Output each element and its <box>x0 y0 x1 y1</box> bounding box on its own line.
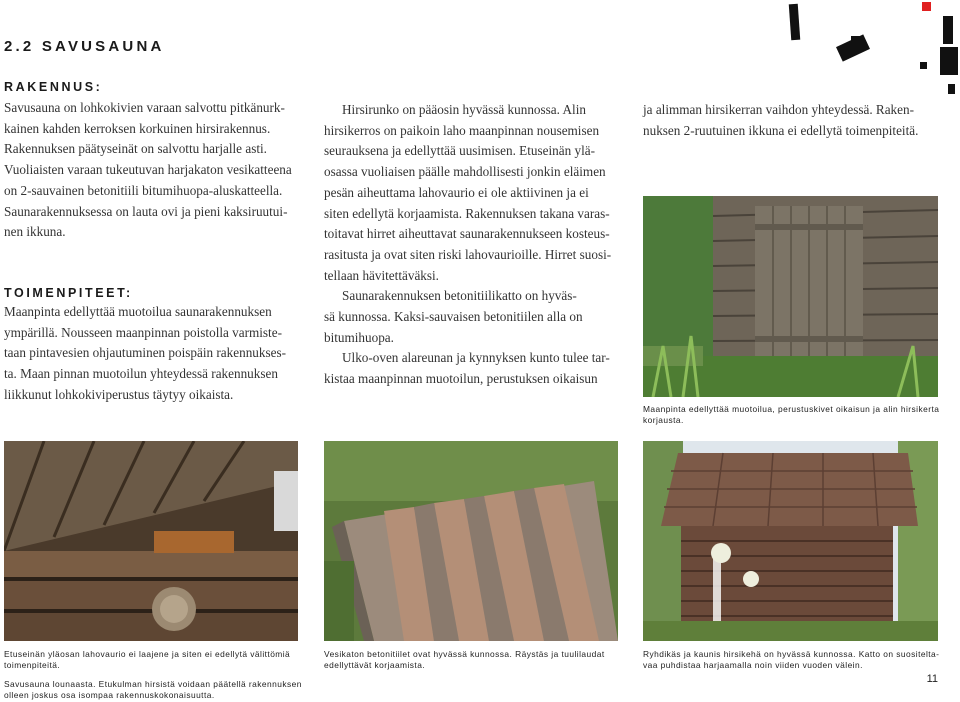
measures-heading: TOIMENPITEET: <box>4 286 133 300</box>
text-line: osassa vuoliaisen päälle mahdollisesti jonkin eläimen <box>324 164 606 180</box>
text-line: kainen kahden kerroksen korkuinen hirsirakennus. <box>4 120 271 136</box>
text-line: ympärillä. Nousseen maanpinnan poistolla varmiste- <box>4 324 282 340</box>
caption-text: Savusauna lounaasta. Etukulman hirsistä voidaan päätellä rakennuksen olleen joskus osa isompaa rakennuskokonaisuutta. <box>4 679 302 700</box>
caption-text: Ryhdikäs ja kaunis hirsikehä on hyvässä kunnossa. Katto on suositelta-vaa puhdistaa harjaamalla noin viiden vuoden välein. <box>643 649 940 670</box>
photo-sauna-exterior <box>643 441 938 641</box>
text-line: Maanpinta edellyttää muotoilua saunarakennuksen <box>4 304 272 319</box>
mark-bar-2 <box>943 16 953 44</box>
caption-eaves <box>4 649 304 701</box>
text-line: pesän aiheuttama lahovaurio ei ole aktiivinen ja ei <box>324 184 589 200</box>
text-line: tellaan hävitettäväksi. <box>324 267 439 283</box>
text-line: bitumihuopa. <box>324 329 394 345</box>
middle-column-text <box>324 100 624 390</box>
photo-eaves-decay <box>4 441 298 641</box>
text-line: seurauksena ja edellyttää uusimisen. Etuseinän ylä- <box>324 143 595 159</box>
text-line: nuksen 2-ruutuinen ikkuna ei edellytä toimenpiteitä. <box>643 122 919 138</box>
page-number: 11 <box>926 673 938 685</box>
building-text <box>4 98 304 243</box>
text-line: Ulko-oven alareunan ja kynnyksen kunto tulee tar- <box>342 350 610 366</box>
text-line: liikkunut lohkokiviperustus täytyy oikaista. <box>4 386 234 402</box>
section-title: 2.2 SAVUSAUNA <box>4 38 165 55</box>
caption-door <box>643 404 943 426</box>
text-line: sä kunnossa. Kaksi-sauvaisen betonitiilen alla on <box>324 309 583 325</box>
text-line: toitavat hirret aiheuttavat saunarakennukseen kosteus- <box>324 226 610 242</box>
building-section <box>4 80 304 243</box>
text-line: nen ikkuna. <box>4 224 66 240</box>
text-line: Hirsirunko on pääosin hyvässä kunnossa. Alin <box>342 102 586 117</box>
text-line: ta. Maan pinnan muotoilun yhteydessä rakennuksen <box>4 366 278 382</box>
right-column-text <box>643 100 948 141</box>
text-line: kistaa maanpinnan muotoilun, perustuksen oikaisun <box>324 371 598 387</box>
text-line: on 2-sauvainen betonitiili bitumihuopa-aluskatteella. <box>4 182 283 198</box>
mark-block-3 <box>940 47 958 75</box>
text-line: hirsikerros on paikoin laho maanpinnan nousemisen <box>324 122 600 138</box>
text-line: Vuoliaisten varaan tukeutuvan harjakaton vesikatteena <box>4 162 292 178</box>
mark-dot-2 <box>948 84 955 94</box>
photo-roof-tiles <box>324 441 618 641</box>
mark-dot-1 <box>920 62 927 69</box>
building-heading: RAKENNUS: <box>4 80 103 94</box>
caption-text: Vesikaton betonitiilet ovat hyvässä kunnossa. Räystäs ja tuulilaudat edellyttävät korjaamista. <box>324 649 605 670</box>
measures-text <box>4 302 304 406</box>
caption-roof <box>324 649 624 671</box>
caption-text: Maanpinta edellyttää muotoilua, perustuskivet oikaisun ja alin hirsikerta korjausta. <box>643 404 940 425</box>
text-line: ja alimman hirsikerran vaihdon yhteydessä. Raken- <box>643 102 914 117</box>
mark-bar-1 <box>789 4 800 41</box>
text-line: taan pintavesien ohjautuminen poispäin rakennukses- <box>4 345 286 361</box>
mark-red-square <box>922 2 931 11</box>
caption-text: Etuseinän yläosan lahovaurio ei laajene ja siten ei edellytä välittömiä toimenpiteitä. <box>4 649 291 670</box>
text-line: Rakennuksen päätyseinät on salvottu harjalle asti. <box>4 141 267 157</box>
text-line: Saunarakennuksen betonitiilikatto on hyväs- <box>342 288 577 304</box>
text-line: Saunarakennuksessa on lauta ovi ja pieni kaksiruutui- <box>4 203 288 219</box>
mark-block-2 <box>851 36 861 45</box>
text-line: rasitusta ja ovat siten riski lahovaurioille. Hirret suosi- <box>324 246 612 262</box>
caption-sauna <box>643 649 943 671</box>
measures-section <box>4 286 304 406</box>
text-line: siten edellytä korjaamista. Rakennuksen takana varas- <box>324 205 610 221</box>
text-line: Savusauna on lohkokivien varaan salvottu pitkänurk- <box>4 100 285 115</box>
photo-sauna-door <box>643 196 938 397</box>
